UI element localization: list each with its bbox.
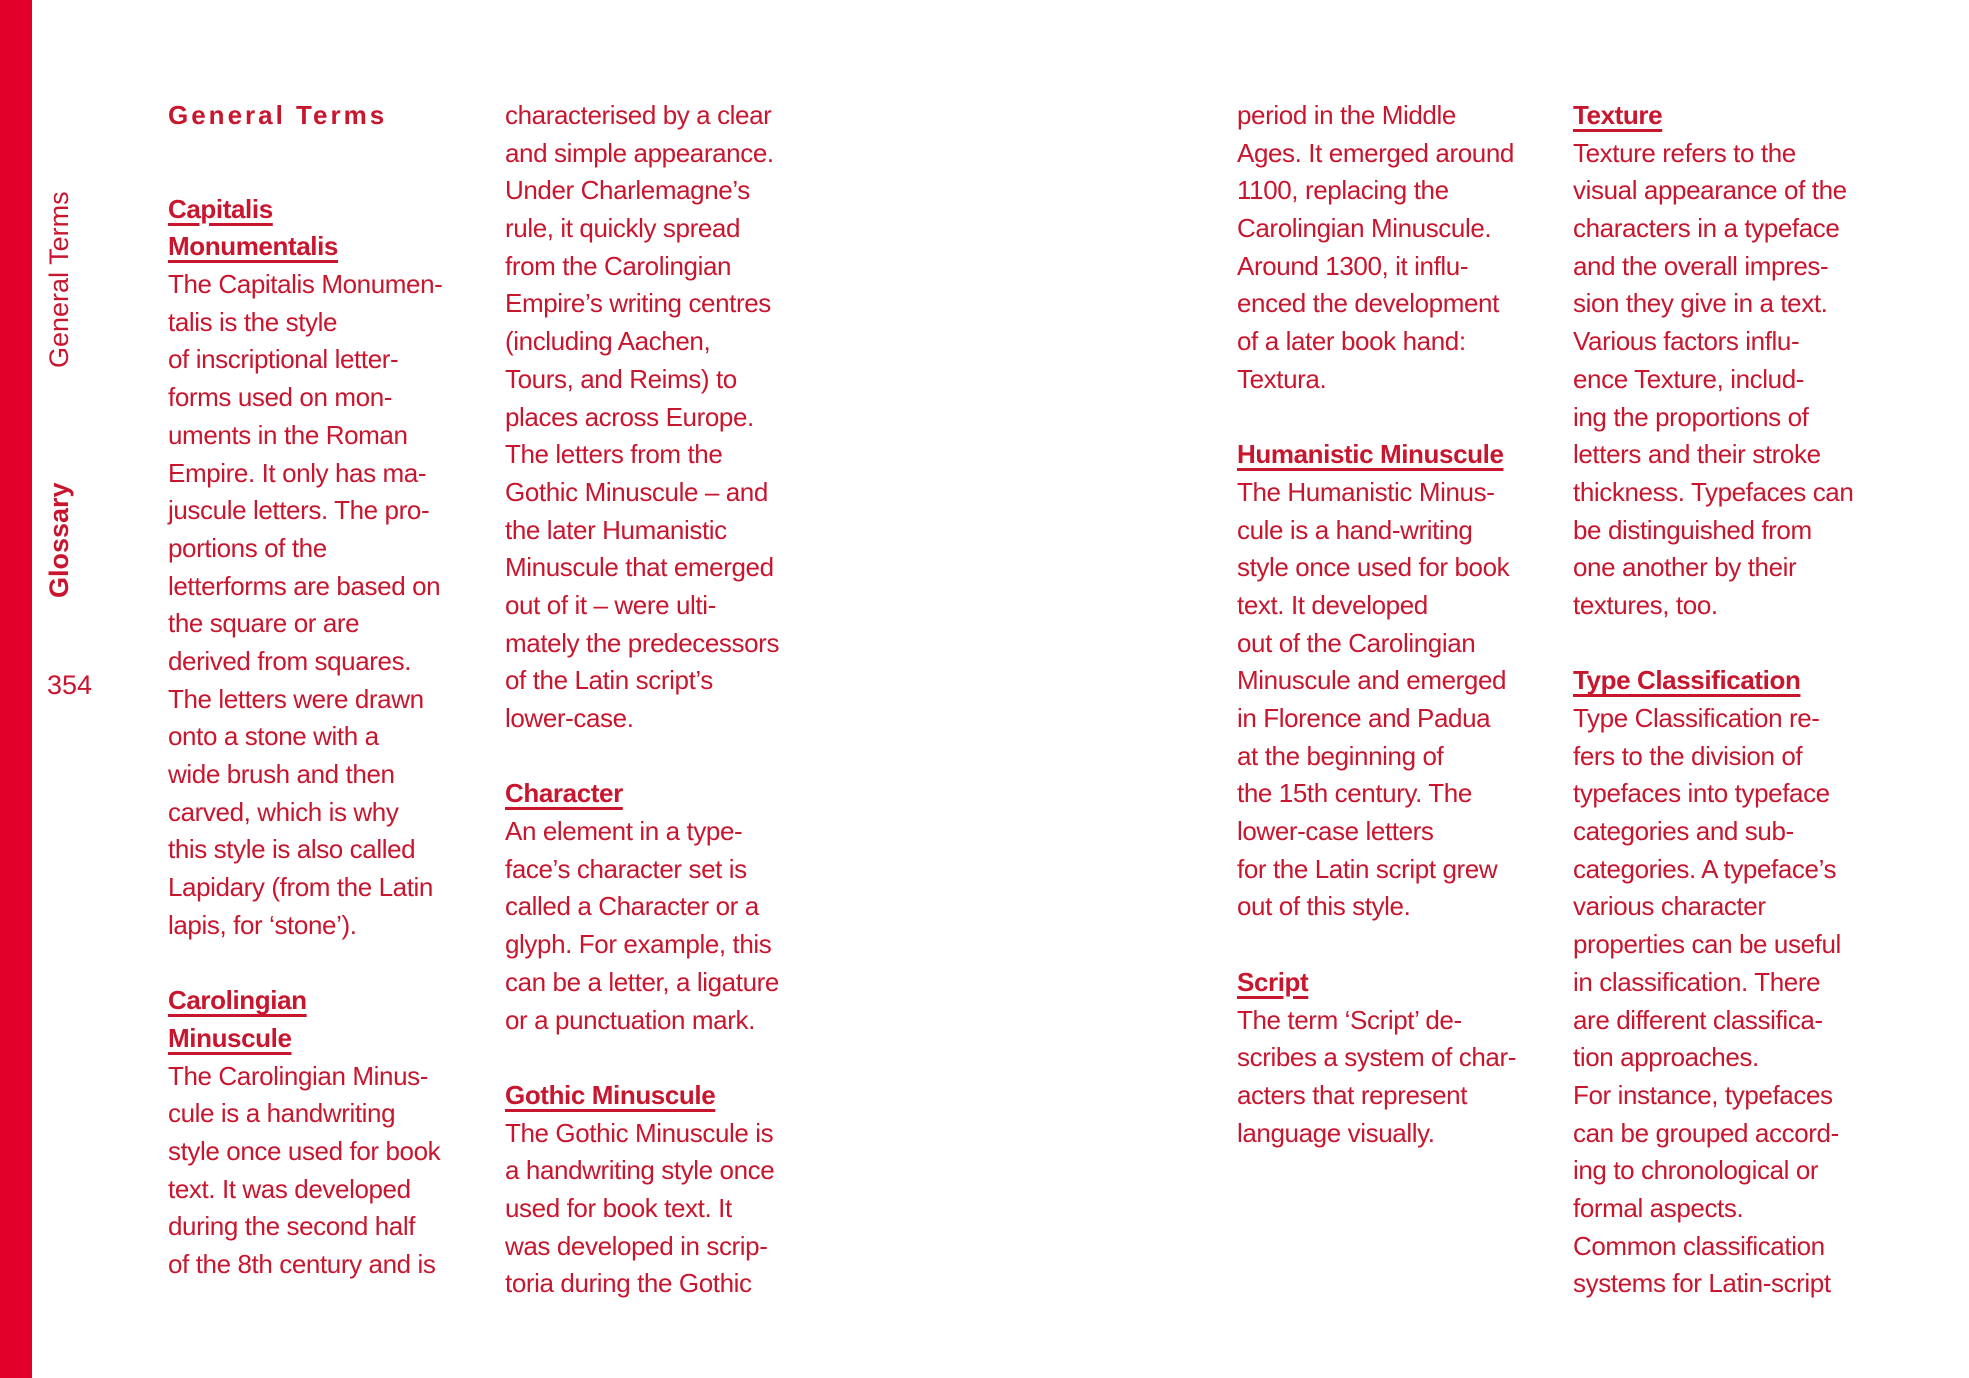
- text-column-3: [1237, 97, 1557, 1190]
- body-line: a handwriting style once: [505, 1155, 775, 1186]
- heading-line: [168, 982, 488, 1020]
- heading-line: [1237, 964, 1557, 1002]
- body-line: of a later book hand:: [1237, 326, 1466, 357]
- entry-body: [1237, 1002, 1557, 1153]
- text-column-2: [505, 97, 825, 1341]
- body-line: text. It was developed: [168, 1173, 411, 1204]
- glossary-entry: [1573, 662, 1893, 1303]
- heading-text: Capitalis: [168, 193, 273, 224]
- heading-line: [168, 1020, 488, 1058]
- entry-heading: [1237, 964, 1557, 1002]
- body-line: Tours, and Reims) to: [505, 363, 737, 394]
- body-line: properties can be useful: [1573, 929, 1841, 960]
- body-line: the 15th century. The: [1237, 778, 1472, 809]
- body-line: cule is a hand-writing: [1237, 514, 1473, 545]
- body-line: can be a letter, a ligature: [505, 966, 779, 997]
- body-line: wide brush and then: [168, 759, 395, 789]
- body-line: formal aspects.: [1573, 1192, 1744, 1223]
- body-line: Around 1300, it influ-: [1237, 250, 1469, 281]
- body-line: lower-case letters: [1237, 816, 1434, 847]
- body-line: fers to the division of: [1573, 740, 1803, 771]
- body-line: derived from squares.: [168, 645, 412, 676]
- entry-body: [1237, 474, 1557, 926]
- entry-heading: [1573, 662, 1893, 700]
- body-line: are different classifica-: [1573, 1004, 1823, 1035]
- text-column-4: [1573, 97, 1893, 1341]
- body-line: at the beginning of: [1237, 740, 1444, 771]
- body-line: enced the development: [1237, 288, 1499, 319]
- body-line: text. It developed: [1237, 589, 1428, 620]
- body-line: For instance, typefaces: [1573, 1079, 1833, 1110]
- body-line: systems for Latin-script: [1573, 1268, 1831, 1299]
- body-line: An element in a type-: [505, 816, 743, 847]
- body-line: sion they give in a text.: [1573, 288, 1828, 319]
- body-line: The letters were drawn: [168, 683, 424, 714]
- body-line: be distinguished from: [1573, 514, 1812, 545]
- entry-heading: [168, 191, 488, 266]
- body-line: The letters from the: [505, 439, 723, 470]
- body-line: glyph. For example, this: [505, 929, 772, 960]
- heading-text: Minuscule: [168, 1022, 292, 1053]
- body-line: was developed in scrip-: [505, 1230, 768, 1261]
- body-line: of inscriptional letter-: [168, 344, 399, 375]
- entry-heading: [505, 1077, 825, 1115]
- body-line: talis is the style: [168, 306, 338, 337]
- body-line: various character: [1573, 891, 1766, 922]
- body-line: Common classification: [1573, 1230, 1825, 1261]
- glossary-entry: [1573, 97, 1893, 625]
- entry-body: [505, 813, 825, 1039]
- body-line: Carolingian Minuscule.: [1237, 213, 1492, 244]
- body-line: categories. A typeface’s: [1573, 853, 1837, 884]
- heading-line: [1573, 662, 1893, 700]
- body-line: style once used for book: [1237, 552, 1510, 583]
- body-line: ing to chronological or: [1573, 1155, 1819, 1186]
- body-line: Ages. It emerged around: [1237, 137, 1514, 168]
- entry-heading: [168, 982, 488, 1057]
- body-line: toria during the Gothic: [505, 1268, 752, 1299]
- body-line: one another by their: [1573, 552, 1797, 583]
- body-line: 1100, replacing the: [1237, 175, 1449, 206]
- heading-text: Gothic Minuscule: [505, 1079, 716, 1110]
- body-line: ence Texture, includ-: [1573, 363, 1805, 394]
- body-line: language visually.: [1237, 1117, 1435, 1148]
- entry-body: [1237, 97, 1557, 399]
- body-line: Under Charlemagne’s: [505, 175, 750, 206]
- body-line: lower-case.: [505, 703, 634, 733]
- body-line: for the Latin script grew: [1237, 853, 1498, 884]
- body-line: out of it – were ulti-: [505, 589, 716, 620]
- heading-line: [505, 1077, 825, 1115]
- heading-text: Carolingian: [168, 985, 307, 1016]
- entry-heading: [1573, 97, 1893, 135]
- page-edge-color-bar: [0, 0, 32, 1378]
- body-line: acters that represent: [1237, 1079, 1468, 1110]
- body-line: out of this style.: [1237, 891, 1411, 922]
- heading-text: Monumentalis: [168, 231, 338, 262]
- body-line: Minuscule that emerged: [505, 552, 774, 583]
- body-line: called a Character or a: [505, 891, 759, 922]
- heading-text: Character: [505, 778, 623, 809]
- entry-body: [1573, 700, 1893, 1303]
- heading-line: [1237, 436, 1557, 474]
- entry-body: [168, 1058, 488, 1284]
- page-number: 354: [47, 670, 93, 700]
- body-line: rule, it quickly spread: [505, 213, 741, 244]
- body-line: or a punctuation mark.: [505, 1004, 755, 1035]
- body-line: textures, too.: [1573, 589, 1718, 620]
- glossary-entry: [1237, 436, 1557, 926]
- entry-body: [505, 97, 825, 738]
- running-head-section: General Terms: [44, 191, 74, 368]
- body-line: ing the proportions of: [1573, 401, 1809, 432]
- body-line: in Florence and Padua: [1237, 703, 1491, 733]
- body-line: uments in the Roman: [168, 419, 408, 450]
- body-line: visual appearance of the: [1573, 175, 1847, 206]
- body-line: from the Carolingian: [505, 250, 732, 281]
- body-line: of the 8th century and is: [168, 1248, 436, 1279]
- body-line: carved, which is why: [168, 796, 399, 827]
- glossary-entry: [1237, 964, 1557, 1152]
- heading-line: [505, 775, 825, 813]
- entry-heading: [505, 775, 825, 813]
- body-line: The Humanistic Minus-: [1237, 476, 1495, 507]
- heading-text: Type Classification: [1573, 665, 1801, 696]
- body-line: places across Europe.: [505, 401, 754, 432]
- body-line: onto a stone with a: [168, 721, 379, 752]
- heading-text: Texture: [1573, 100, 1663, 130]
- body-line: Texture refers to the: [1573, 137, 1796, 168]
- body-line: can be grouped accord-: [1573, 1117, 1839, 1148]
- body-line: typefaces into typeface: [1573, 778, 1830, 809]
- running-head-chapter: Glossary: [44, 482, 74, 598]
- heading-line: [1573, 97, 1893, 135]
- body-line: letterforms are based on: [168, 570, 441, 601]
- glossary-entry: [505, 97, 825, 738]
- body-line: The Carolingian Minus-: [168, 1060, 428, 1091]
- body-line: scribes a system of char-: [1237, 1042, 1516, 1073]
- entry-body: [505, 1115, 825, 1303]
- text-column-1: [168, 97, 488, 1321]
- glossary-entry: [505, 1077, 825, 1303]
- body-line: mately the predecessors: [505, 627, 780, 658]
- body-line: The Capitalis Monumen-: [168, 269, 443, 300]
- body-line: juscule letters. The pro-: [168, 495, 430, 526]
- body-line: the square or are: [168, 608, 360, 639]
- body-line: during the second half: [168, 1211, 416, 1242]
- heading-text: Humanistic Minuscule: [1237, 439, 1504, 470]
- glossary-entry: [168, 191, 488, 945]
- body-line: (including Aachen,: [505, 326, 711, 357]
- body-line: style once used for book: [168, 1135, 441, 1166]
- heading-text: Script: [1237, 966, 1309, 997]
- body-line: Various factors influ-: [1573, 326, 1800, 357]
- glossary-entry: [168, 982, 488, 1284]
- body-line: categories and sub-: [1573, 816, 1794, 847]
- body-line: Lapidary (from the Latin: [168, 872, 433, 903]
- body-line: The term ‘Script’ de-: [1237, 1004, 1462, 1035]
- body-line: Minuscule and emerged: [1237, 665, 1507, 696]
- body-line: Empire. It only has ma-: [168, 457, 427, 488]
- body-line: The Gothic Minuscule is: [505, 1117, 774, 1148]
- glossary-entry: [505, 775, 825, 1039]
- body-line: characters in a typeface: [1573, 213, 1840, 244]
- body-line: in classification. There: [1573, 966, 1821, 997]
- body-line: characterised by a clear: [505, 100, 772, 130]
- body-line: used for book text. It: [505, 1192, 732, 1223]
- entry-heading: [1237, 436, 1557, 474]
- body-line: face’s character set is: [505, 853, 747, 884]
- body-line: out of the Carolingian: [1237, 627, 1476, 658]
- body-line: the later Humanistic: [505, 514, 727, 545]
- heading-line: [168, 191, 488, 229]
- body-line: thickness. Typefaces can: [1573, 476, 1854, 507]
- body-line: lapis, for ‘stone’).: [168, 909, 357, 940]
- glossary-entry: [1237, 97, 1557, 399]
- body-line: Type Classification re-: [1573, 703, 1820, 733]
- body-line: period in the Middle: [1237, 100, 1456, 130]
- body-line: letters and their stroke: [1573, 439, 1821, 470]
- body-line: and the overall impres-: [1573, 250, 1829, 281]
- body-line: of the Latin script’s: [505, 665, 713, 696]
- entry-body: [1573, 135, 1893, 625]
- body-line: cule is a handwriting: [168, 1098, 396, 1129]
- section-title: General Terms: [168, 100, 388, 130]
- body-line: Textura.: [1237, 363, 1327, 394]
- body-line: forms used on mon-: [168, 382, 393, 413]
- entry-body: [168, 266, 488, 944]
- body-line: Empire’s writing centres: [505, 288, 771, 319]
- heading-line: [168, 228, 488, 266]
- body-line: and simple appearance.: [505, 137, 774, 168]
- body-line: this style is also called: [168, 834, 416, 865]
- body-line: Gothic Minuscule – and: [505, 476, 768, 507]
- body-line: portions of the: [168, 532, 327, 563]
- body-line: tion approaches.: [1573, 1042, 1759, 1073]
